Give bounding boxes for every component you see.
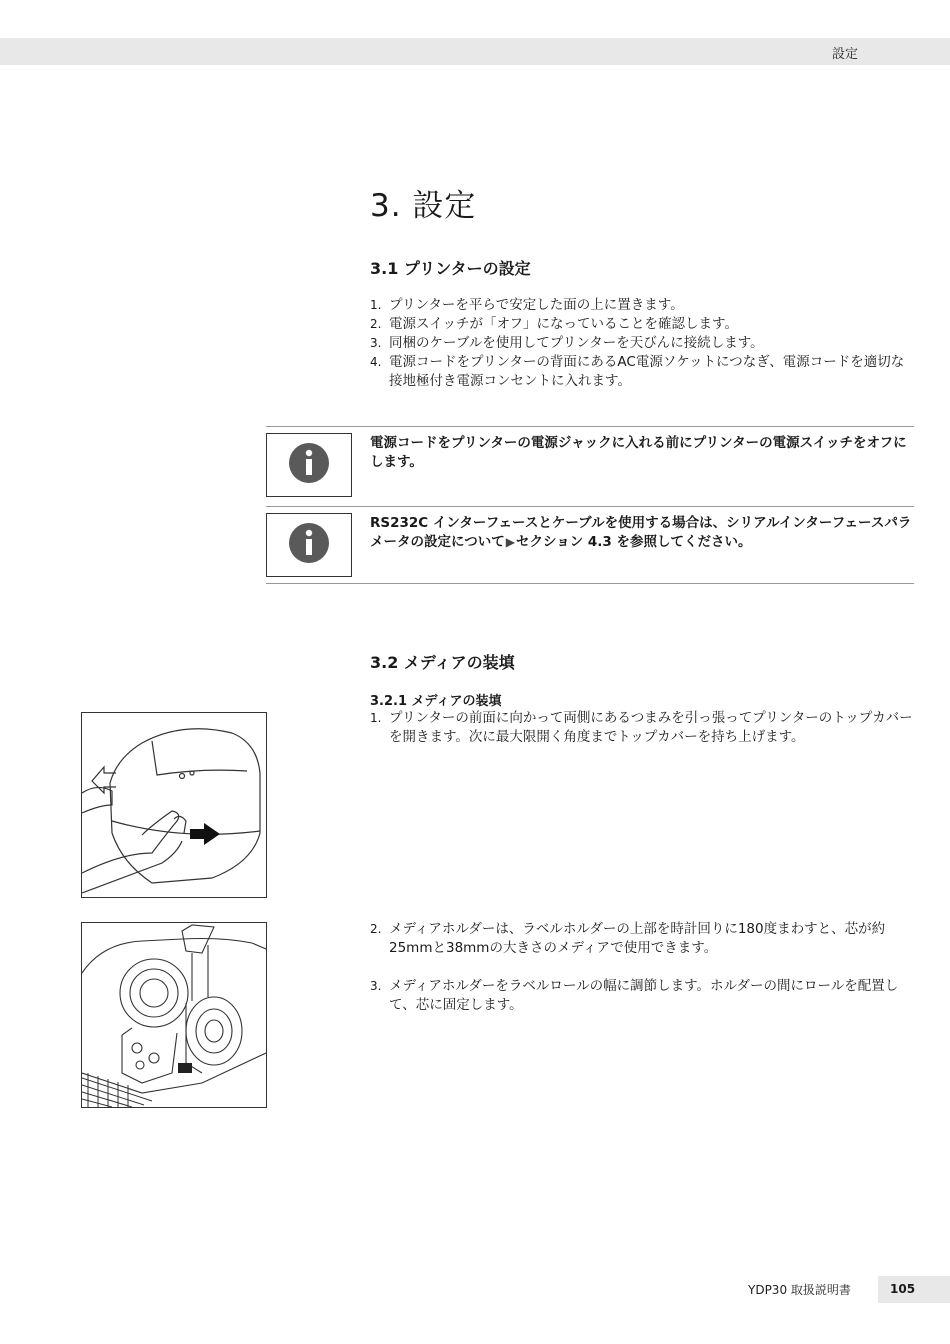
subsection-heading-3-2-1: 3.2.1 メディアの装填 (370, 694, 502, 709)
setup-steps-list (370, 296, 915, 391)
media-holder-illustration (82, 923, 266, 1107)
info-icon (288, 522, 330, 568)
list-item: 1. プリンターを平らで安定した面の上に置きます。 (370, 297, 684, 313)
info-icon (288, 442, 330, 488)
arrow-pointer-icon: ▶ (505, 535, 515, 549)
list-item: 2. 電源スイッチが「オフ」になっていることを確認します。 (370, 316, 738, 332)
media-steps-list-b (370, 920, 915, 1015)
note-divider (266, 583, 914, 584)
printer-cover-illustration (82, 713, 266, 897)
section-heading-3-1: 3.1 プリンターの設定 (370, 259, 531, 278)
list-item: 3. 同梱のケーブルを使用してプリンターを天びんに接続します。 (370, 335, 764, 351)
list-item: 2. メディアホルダーは、ラベルホルダーの上部を時計回りに180度まわすと、芯が約25mmと38mmの大きさのメディアで使用できます。 (370, 921, 886, 956)
note-divider (266, 506, 914, 507)
note-text: 電源コードをプリンターの電源ジャックに入れる前にプリンターの電源スイッチをオフにします。 (370, 435, 907, 470)
list-item: 1. プリンターの前面に向かって両側にあるつまみを引っ張ってプリンターのトップカバーを開きます。次に最大限開く角度までトップカバーを持ち上げます。 (370, 710, 913, 745)
figure-open-cover (81, 712, 267, 898)
chapter-title: 3. 設定 (370, 188, 477, 224)
page-number: 105 (890, 1282, 916, 1296)
running-header (0, 38, 950, 65)
list-item: 4. 電源コードをプリンターの背面にあるAC電源ソケットにつなぎ、電源コードを適切な接地極付き電源コンセントに入れます。 (370, 354, 905, 389)
media-steps-list-a (370, 709, 915, 747)
list-item: 3. メディアホルダーをラベルロールの幅に調節します。ホルダーの間にロールを配置して、芯に固定します。 (370, 978, 899, 1013)
note-divider (266, 426, 914, 427)
note-icon-frame (266, 513, 352, 577)
footer-page-box (878, 1276, 950, 1303)
note-icon-frame (266, 433, 352, 497)
section-heading-3-2: 3.2 メディアの装填 (370, 653, 515, 672)
running-header-label: 設定 (831, 47, 858, 62)
note-text: RS232C インターフェースとケーブルを使用する場合は、シリアルインターフェースパラメータの設定について▶セクション 4.3 を参照してください。 (370, 515, 912, 550)
figure-media-holder (81, 922, 267, 1108)
footer-document-title: YDP30 取扱説明書 (748, 1283, 851, 1297)
